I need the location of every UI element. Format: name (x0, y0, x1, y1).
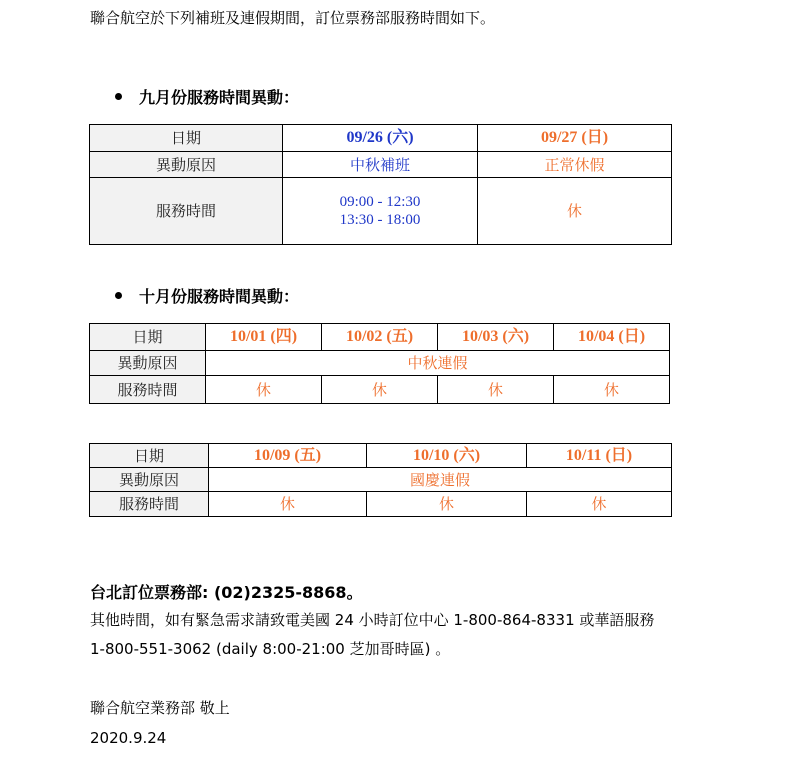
signature-dept: 聯合航空業務部 敬上 (90, 699, 230, 717)
hours-1002: 休 (322, 376, 438, 404)
other-hours-text: 其他時間，如有緊急需求請致電美國 24 小時訂位中心 1-800-864-8331 或華語服務 (90, 611, 655, 629)
reason-national-day: 國慶連假 (209, 468, 672, 492)
reason-label: 異動原因 (90, 351, 206, 376)
hours-1009: 休 (209, 492, 367, 517)
mandarin-service-text: 1-800-551-3062 (daily 8:00-21:00 芝加哥時區) 。 (90, 640, 451, 658)
date-1003: 10/03 (六) (438, 324, 554, 351)
hours-label: 服務時間 (90, 492, 209, 517)
taipei-contact: 台北訂位票務部: (02)2325-8868。 (90, 583, 363, 602)
date-1011: 10/11 (日) (527, 444, 672, 468)
date-label: 日期 (90, 125, 283, 152)
hours-1011: 休 (527, 492, 672, 517)
date-label: 日期 (90, 324, 206, 351)
september-heading (115, 85, 299, 108)
hours-1010: 休 (367, 492, 527, 517)
date-1004: 10/04 (日) (554, 324, 670, 351)
hours-1004: 休 (554, 376, 670, 404)
signature-date: 2020.9.24 (90, 729, 167, 747)
hours-label: 服務時間 (90, 376, 206, 404)
hours-1001: 休 (206, 376, 322, 404)
hours-0926 (283, 178, 478, 245)
date-1010: 10/10 (六) (367, 444, 527, 468)
date-1001: 10/01 (四) (206, 324, 322, 351)
bullet-icon (115, 292, 122, 299)
date-1002: 10/02 (五) (322, 324, 438, 351)
bullet-icon (115, 93, 122, 100)
hours-0926-morning: 09:00 - 12:30 (339, 194, 421, 210)
intro-text: 聯合航空於下列補班及連假期間，訂位票務部服務時間如下。 (90, 9, 496, 27)
october-heading (115, 284, 299, 307)
reason-label: 異動原因 (90, 152, 283, 178)
hours-0927: 休 (478, 178, 672, 245)
reason-mid-autumn: 中秋連假 (206, 351, 670, 376)
september-heading-text: 九月份服務時間異動： (139, 88, 300, 107)
date-0926: 09/26 (六) (283, 125, 478, 152)
date-1009: 10/09 (五) (209, 444, 367, 468)
reason-0926: 中秋補班 (283, 152, 478, 178)
october-table-1 (89, 323, 670, 404)
hours-1003: 休 (438, 376, 554, 404)
hours-label: 服務時間 (90, 178, 283, 245)
reason-0927: 正常休假 (478, 152, 672, 178)
date-label: 日期 (90, 444, 209, 468)
hours-0926-afternoon: 13:30 - 18:00 (339, 212, 421, 228)
reason-label: 異動原因 (90, 468, 209, 492)
october-table-2 (89, 443, 672, 517)
september-table (89, 124, 672, 245)
date-0927: 09/27 (日) (478, 125, 672, 152)
october-heading-text: 十月份服務時間異動： (139, 287, 300, 306)
